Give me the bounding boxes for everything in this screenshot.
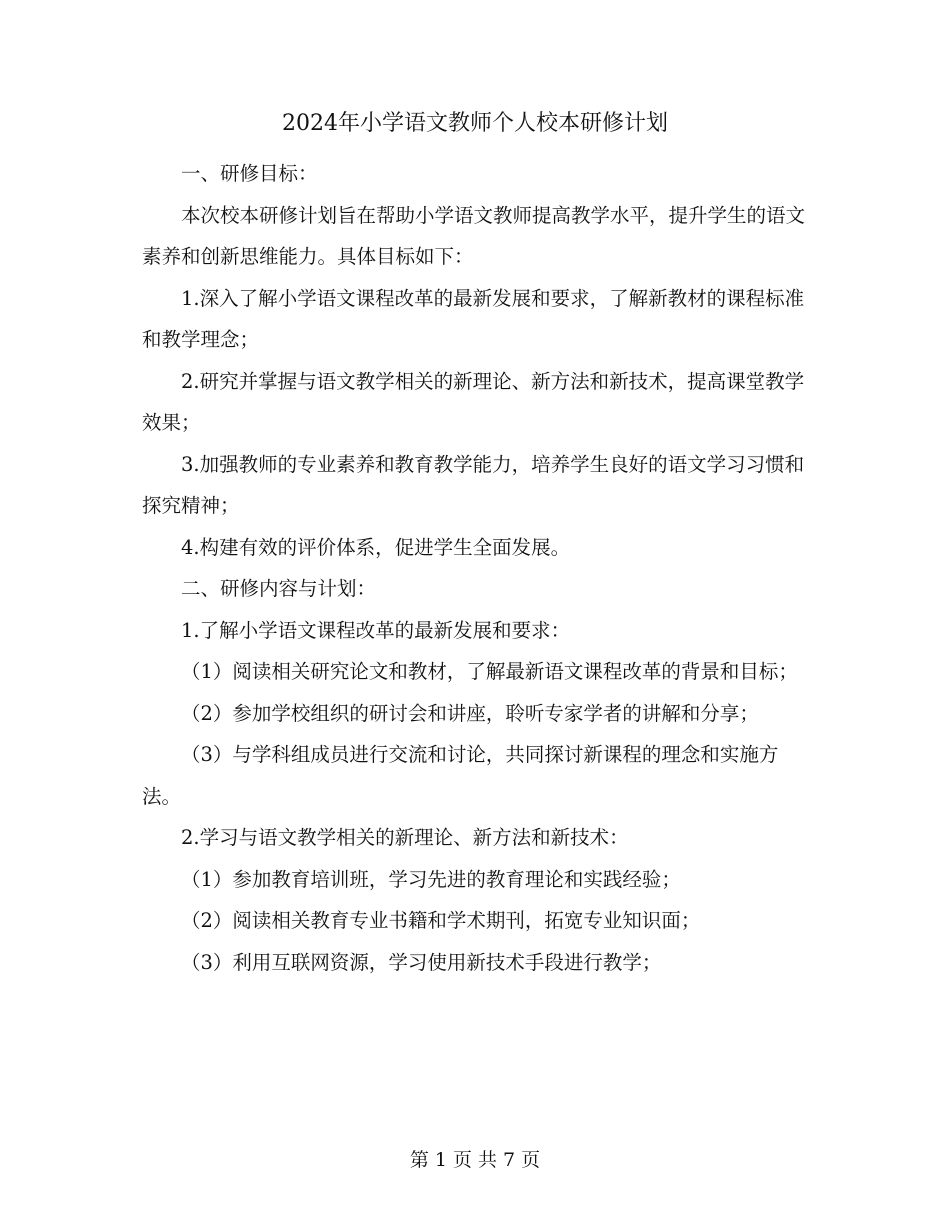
goal-item-2: 2.研究并掌握与语文教学相关的新理论、新方法和新技术，提高课堂教学效果；	[142, 369, 805, 434]
document-title: 2024年小学语文教师个人校本研修计划	[282, 111, 668, 136]
plan-item-1-sub-2: （2）参加学校组织的研讨会和讲座，聆听专家学者的讲解和分享；	[181, 701, 759, 725]
paragraph-goals-intro: 本次校本研修计划旨在帮助小学语文教师提高教学水平，提升学生的语文素养和创新思维能力。具体目标如下：	[142, 203, 806, 268]
plan-item-1-sub-3: （3）与学科组成员进行交流和讨论，共同探讨新课程的理念和实施方法。	[142, 743, 779, 808]
plan-item-2-sub-3: （3）利用互联网资源，学习使用新技术手段进行教学；	[181, 950, 662, 974]
document-body	[142, 153, 810, 983]
plan-item-1-sub-1: （1）阅读相关研究论文和教材，了解最新语文课程改革的背景和目标；	[181, 660, 798, 683]
plan-item-1: 1.了解小学语文课程改革的最新发展和要求：	[181, 618, 571, 642]
goal-item-3: 3.加强教师的专业素养和教育教学能力，培养学生良好的语文学习习惯和探究精神；	[142, 452, 805, 517]
goal-item-1: 1.深入了解小学语文课程改革的最新发展和要求，了解新教材的课程标准和教学理念；	[142, 286, 805, 351]
plan-item-2-sub-2: （2）阅读相关教育专业书籍和学术期刊，拓宽专业知识面；	[181, 909, 701, 932]
heading-research-goals: 一、研修目标：	[181, 162, 318, 185]
plan-item-2: 2.学习与语文教学相关的新理论、新方法和新技术：	[181, 826, 629, 849]
plan-item-2-sub-1: （1）参加教育培训班，学习先进的教育理论和实践经验；	[181, 867, 681, 891]
page-footer: 第 1 页 共 7 页	[409, 1149, 541, 1171]
goal-item-4: 4.构建有效的评价体系，促进学生全面发展。	[181, 535, 571, 559]
heading-content-plan: 二、研修内容与计划：	[181, 577, 377, 600]
